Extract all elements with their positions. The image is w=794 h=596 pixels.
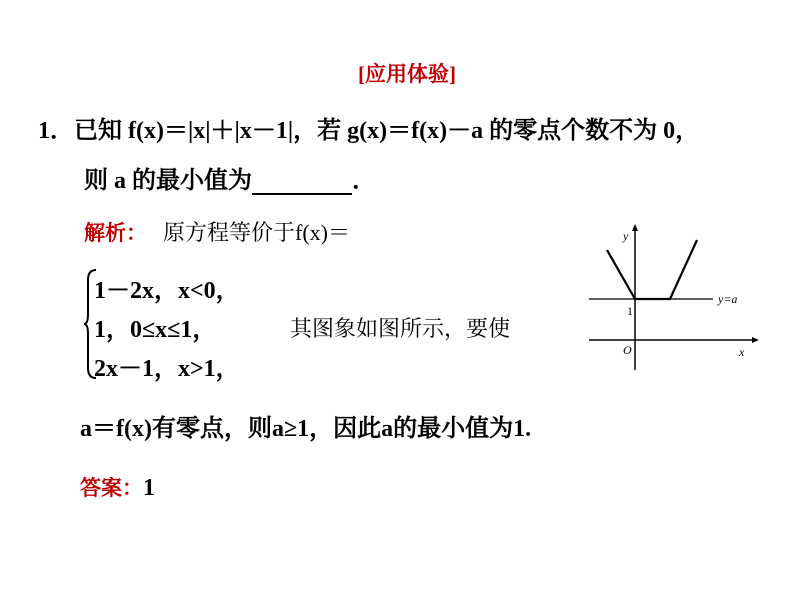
piecewise-case-1: 1－2x，x<0，: [94, 278, 240, 304]
y-axis-arrow-icon: [632, 224, 638, 231]
answer-line: [80, 472, 155, 502]
tick-one-label: 1: [627, 304, 633, 318]
origin-label: O: [623, 343, 632, 357]
analysis-line: [84, 216, 350, 247]
line-y-equals-a-label: y=a: [718, 292, 738, 306]
section-title: [应用体验]: [358, 62, 456, 86]
figure-caption: 其图象如图所示，要使: [290, 317, 511, 342]
analysis-text: 原方程等价于f(x)＝: [163, 220, 350, 245]
x-axis-arrow-icon: [752, 337, 759, 343]
x-axis-label: x: [739, 345, 745, 359]
question-line-1: 1．已知 f(x)＝|x|＋|x－1|，若 g(x)＝f(x)－a 的零点个数不为 0，: [38, 118, 700, 144]
answer-value: 1: [143, 475, 155, 501]
answer-blank: [252, 169, 352, 195]
answer-label: 答案：: [80, 476, 143, 500]
function-graph: [585, 222, 765, 372]
piecewise-case-3: 2x－1，x>1，: [94, 356, 240, 382]
analysis-conclusion: a＝f(x)有零点，则a≥1，因此a的最小值为1.: [80, 416, 532, 442]
analysis-label: 解析：: [84, 221, 147, 245]
graph-f-of-x: [607, 240, 697, 299]
question-line-2-suffix: ．: [352, 168, 376, 194]
y-axis-label: y: [623, 229, 629, 243]
question-line-2-prefix: 则 a 的最小值为: [84, 168, 252, 194]
piecewise-case-2: 1，0≤x≤1，: [94, 317, 217, 343]
question-line-2: [84, 160, 376, 195]
